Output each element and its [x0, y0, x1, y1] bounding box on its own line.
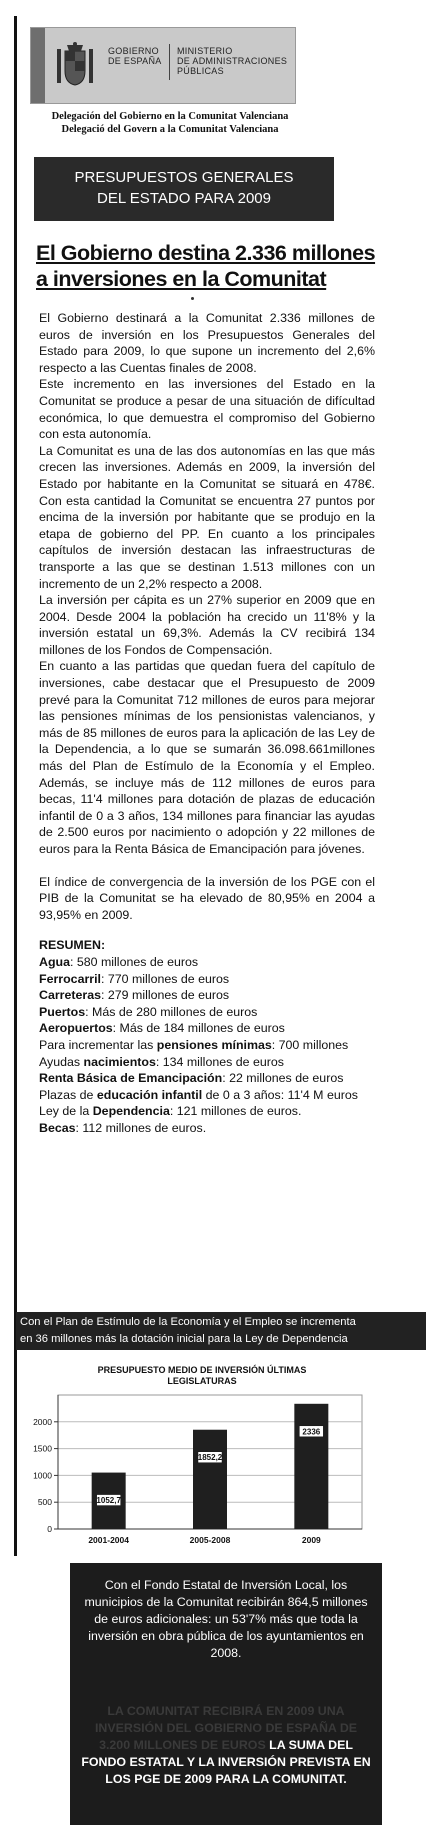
summary-item-label: Puertos — [39, 1004, 86, 1019]
summary-item — [39, 987, 375, 1004]
paragraph: En cuanto a las partidas que quedan fuera del capítulo de inversiones, cabe destacar que el Presupuesto de 2009 prevé para la Comunitat 712 millones de euros para mejorar las pensiones mínimas de los pensionistas valencianos, y más de 85 millones de euros para la aplicación de las Ley de la Dependencia, a lo que se sumarán 36.098.661millones más del Plan de Estímulo de la Economía y el Empleo. Además, se incluye más de 112 millones de euros para becas, 11'4 millones para dotación de plazas de educación infantil de 0 a 3 años, 134 millones para financiar las ayudas de 2.500 euros por nacimiento o adopción y 22 millones de euros para la Renta Básica de Emancipación para jóvenes. — [39, 659, 375, 856]
summary-item-pre: Para incrementar las — [39, 1037, 157, 1052]
summary-item-label: Aeropuertos — [39, 1021, 113, 1036]
summary-item — [39, 1020, 375, 1037]
summary-item — [39, 1054, 375, 1071]
y-tick-label: 500 — [37, 1497, 52, 1508]
chart-title-line1: PRESUPUESTO MEDIO DE INVERSIÓN ÚLTIMAS — [97, 1365, 307, 1375]
logo-strip — [31, 28, 45, 103]
summary-item-label: Carreteras — [39, 988, 101, 1003]
paragraph: El Gobierno destinará a la Comunitat 2.336 millones de euros de inversión en los Presupuestos Generales del Estado para 2009, lo que supone un incremento del 2,6% respecto a las Cuentas finales de 2008. — [39, 311, 375, 375]
coat-of-arms-icon — [53, 41, 97, 89]
section-line1: PRESUPUESTOS GENERALES — [74, 169, 294, 186]
paragraph: La inversión per cápita es un 27% superior en 2009 que en 2004. Desde 2004 la población ha crecido un 11'8% y la inversión estatal un 69,3%. Además la CV recibirá 134 millones de los Fondos de Compensación. — [39, 593, 375, 657]
convergence-paragraph: El índice de convergencia de la inversión de los PGE con el PIB de la Comunitat se ha elevado de 80,95% en 2004 a 93,95% en 2009. — [39, 874, 375, 922]
data-label: 1052,7 — [96, 1496, 121, 1506]
summary-item — [39, 1087, 375, 1104]
summary-item — [39, 954, 375, 971]
summary-item — [39, 971, 375, 988]
summary-item-value: : 112 millones de euros. — [75, 1120, 207, 1135]
article-title — [36, 240, 376, 292]
summary-item-label: educación infantil — [96, 1087, 203, 1102]
summary-item-label: Ferrocarril — [39, 971, 101, 986]
chart-title-line2: LEGISLATURAS — [167, 1376, 237, 1386]
section-line2: DEL ESTADO PARA 2009 — [97, 190, 271, 207]
data-label: 1852,2 — [197, 1453, 223, 1463]
summary-item-value: : Más de 280 millones de euros — [85, 1004, 258, 1019]
summary-item — [39, 1070, 375, 1087]
dot-mark — [191, 297, 194, 300]
callout-highlight — [80, 1703, 372, 1788]
title-line1: El Gobierno destina 2.336 millones — [36, 241, 376, 265]
delegation-va: Delegació del Govern a la Comunitat Valenciana — [61, 124, 279, 135]
summary-item-value: : 279 millones de euros — [101, 988, 230, 1003]
summary-item-value: : 770 millones de euros — [100, 971, 230, 986]
summary-item-label: Agua — [39, 954, 70, 969]
min-line2: DE ADMINISTRACIONES — [177, 56, 288, 66]
summary-item-label: Becas — [39, 1120, 76, 1135]
callout-dim-text: LA COMUNITAT RECIBIRÁ EN 2009 UNA INVERSIÓN DEL GOBIERNO DE ESPAÑA DE 3.200 MILLONES DE EUROS — [94, 1704, 358, 1752]
summary-item-value: : 134 millones de euros — [155, 1054, 284, 1069]
y-tick-label: 1500 — [33, 1443, 52, 1454]
government-logo — [30, 27, 296, 104]
delegation-es: Delegación del Gobierno en la Comunitat Valenciana — [51, 111, 289, 122]
investment-chart — [22, 1357, 382, 1557]
summary-item-pre: Plazas de — [39, 1087, 97, 1102]
logo-separator — [169, 44, 170, 80]
chart-svg — [22, 1357, 382, 1557]
summary-item-value: : 700 millones — [271, 1037, 349, 1052]
summary-item-label: nacimientos — [83, 1054, 156, 1069]
summary-list — [39, 954, 375, 1137]
summary-item-label: Renta Básica de Emancipación — [39, 1071, 223, 1086]
gov-line2: DE ESPAÑA — [108, 56, 162, 66]
min-line1: MINISTERIO — [177, 46, 233, 56]
summary-item-value: : 121 millones de euros. — [169, 1104, 302, 1119]
summary-item-label: Dependencia — [92, 1104, 170, 1119]
banner-line1: Con el Plan de Estímulo de la Economía y el Empleo se incrementa — [20, 1316, 356, 1328]
summary-item-value: : Más de 184 millones de euros — [112, 1021, 285, 1036]
x-tick-label: 2005-2008 — [189, 1535, 231, 1545]
y-tick-label: 2000 — [33, 1416, 52, 1427]
summary-item — [39, 1004, 375, 1021]
gov-line1: GOBIERNO — [108, 46, 159, 56]
dependency-banner — [16, 1312, 426, 1350]
section-header — [34, 157, 334, 221]
min-line3: PÚBLICAS — [177, 66, 224, 76]
callout-bright-text: LA SUMA DEL FONDO ESTATAL Y LA INVERSIÓN PREVISTA EN LOS PGE DE 2009 PARA LA COMUNITAT. — [81, 1738, 371, 1786]
article-body — [39, 310, 375, 1137]
paragraph: Este incremento en las inversiones del Estado en la Comunitat se produce a pesar de una situación de difícultad económica, lo que demuestra el compromiso del Gobierno con esta autonomía. — [39, 377, 375, 442]
bar — [193, 1430, 227, 1529]
data-label: 2336 — [302, 1427, 321, 1437]
summary-item-value: de 0 a 3 años: 11'4 M euros — [202, 1087, 358, 1102]
y-tick-label: 0 — [47, 1524, 52, 1534]
paragraph: La Comunitat es una de las dos autonomías en las que más crecen las inversiones. Además en 2009, la inversión del Estado por habitante en la Comunitat se situará en 478€. Con esta cantidad la Comunitat se encuentra 27 puntos por encima de la inversión por habitante que se produjo en la etapa de gobierno del PP. En cuanto a los principales capítulos de inversión destacan las infraestructuras de transporte a las que se destinan 1.513 millones con un incremento de un 2,2% respecto a 2008. — [39, 443, 375, 591]
summary-title: RESUMEN: — [39, 938, 106, 953]
local-fund-callout — [70, 1563, 382, 1825]
bar — [294, 1404, 328, 1529]
summary-item — [39, 1103, 375, 1120]
summary-item-label: pensiones mínimas — [156, 1037, 272, 1052]
x-tick-label: 2009 — [301, 1535, 321, 1545]
summary-item-value: : 22 millones de euros — [222, 1071, 344, 1086]
x-tick-label: 2001-2004 — [88, 1535, 129, 1545]
y-tick-label: 1000 — [33, 1470, 52, 1481]
summary-item-pre: Ley de la — [39, 1104, 93, 1119]
summary-item — [39, 1037, 375, 1054]
callout-text: Con el Fondo Estatal de Inversión Local, los municipios de la Comunitat recibirán 864,5 millones de euros adicionales: un 53'7% más que toda la inversión en obra pública de los ayuntamientos en 2008. — [84, 1578, 368, 1660]
summary-item-value: : 580 millones de euros — [69, 954, 199, 969]
title-line2: a inversiones en la Comunitat — [36, 267, 327, 291]
summary-item — [39, 1120, 375, 1137]
banner-line2: en 36 millones más la dotación inicial para la Ley de Dependencia — [20, 1333, 348, 1345]
summary-item-pre: Ayudas — [39, 1054, 84, 1069]
ministry-name — [177, 46, 287, 76]
government-name — [108, 46, 162, 66]
